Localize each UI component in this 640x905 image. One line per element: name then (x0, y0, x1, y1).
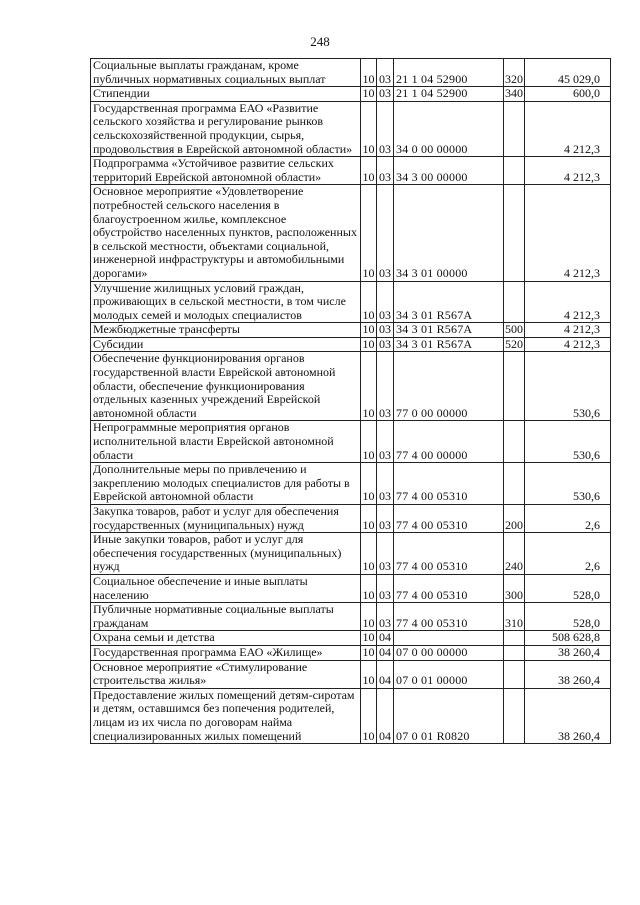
row-amount-cell: 2,6 (525, 505, 611, 533)
row-target-article-cell: 77 4 00 05310 (394, 505, 504, 533)
row-name-cell: Закупка товаров, работ и услуг для обеспечения государственных (муниципальных) нужд (91, 505, 361, 533)
row-name-cell: Основное мероприятие «Удовлетворение потребностей сельского населения в благоустроенном жилье, комплексное обустройство населенных пунктов, расположенных в сельской местности, объектами социальной, инженерной инфраструктуры и автомобильными дорогами» (91, 185, 361, 281)
row-name-cell: Непрограммные мероприятия органов исполнительной власти Еврейской автономной области (91, 421, 361, 463)
table-row (91, 631, 611, 646)
row-name-cell: Межбюджетные трансферты (91, 323, 361, 338)
row-section-cell: 10 (361, 281, 377, 323)
row-subsection-cell: 03 (377, 323, 394, 338)
row-name-cell: Государственная программа ЕАО «Развитие сельского хозяйства и регулирование рынков сельскохозяйственной продукции, сырья, продовольствия в Еврейской автономной области» (91, 101, 361, 156)
row-name-cell: Обеспечение функционирования органов государственной власти Еврейской автономной области, обеспечение функционирования отдельных казенных учреждений Еврейской автономной области (91, 352, 361, 421)
row-amount-cell: 4 212,3 (525, 101, 611, 156)
row-expense-type-cell (504, 185, 525, 281)
row-expense-type-cell (504, 281, 525, 323)
row-section-cell: 10 (361, 463, 377, 505)
row-amount-cell: 528,0 (525, 603, 611, 631)
row-name-cell: Подпрограмма «Устойчивое развитие сельских территорий Еврейской автономной области» (91, 157, 361, 185)
row-section-cell: 10 (361, 59, 377, 87)
table-row (91, 463, 611, 505)
row-amount-cell: 508 628,8 (525, 631, 611, 646)
row-section-cell: 10 (361, 603, 377, 631)
row-subsection-cell: 03 (377, 157, 394, 185)
row-target-article-cell: 07 0 01 00000 (394, 660, 504, 688)
row-subsection-cell: 03 (377, 87, 394, 102)
row-amount-cell: 38 260,4 (525, 645, 611, 660)
row-subsection-cell: 03 (377, 352, 394, 421)
row-subsection-cell: 03 (377, 505, 394, 533)
budget-table-body (91, 59, 611, 744)
row-subsection-cell: 03 (377, 603, 394, 631)
row-target-article-cell: 34 3 00 00000 (394, 157, 504, 185)
row-subsection-cell: 03 (377, 59, 394, 87)
row-name-cell: Дополнительные меры по привлечению и закреплению молодых специалистов для работы в Еврейской автономной области (91, 463, 361, 505)
row-subsection-cell: 03 (377, 463, 394, 505)
row-expense-type-cell (504, 645, 525, 660)
row-section-cell: 10 (362, 322, 375, 337)
row-section-cell: 10 (361, 660, 377, 688)
table-row (91, 337, 611, 352)
row-expense-type-cell (504, 157, 525, 185)
row-expense-type-cell: 500 (505, 322, 523, 337)
row-name-cell: Стипендии (91, 87, 361, 102)
row-amount-cell: 530,6 (525, 463, 611, 505)
row-expense-type-cell (504, 352, 525, 421)
row-expense-type-cell: 310 (504, 603, 525, 631)
row-subsection-cell: 04 (377, 660, 394, 688)
row-expense-type-cell: 200 (504, 505, 525, 533)
row-target-article-cell: 07 0 01 R0820 (394, 688, 504, 743)
row-section-cell: 10 (361, 352, 377, 421)
row-expense-type-cell: 240 (504, 533, 525, 575)
row-subsection-cell: 03 (377, 337, 394, 352)
row-amount-cell: 38 260,4 (525, 688, 611, 743)
row-expense-type-cell (504, 421, 525, 463)
row-section-cell: 10 (362, 86, 375, 101)
table-row (91, 185, 611, 281)
row-target-article-cell: 21 1 04 52900 (394, 59, 504, 87)
row-target-article-cell: 77 4 00 05310 (394, 533, 504, 575)
row-target-article-cell: 34 3 01 R567A (394, 337, 504, 352)
row-target-article-cell (394, 631, 504, 646)
row-expense-type-cell (504, 631, 525, 646)
row-name-cell: Охрана семьи и детства (91, 631, 361, 646)
row-amount-cell: 600,0 (525, 87, 611, 102)
row-name-cell: Предоставление жилых помещений детям-сиротам и детям, оставшимся без попечения родителей, лицам из их числа по договорам найма специализированных жилых помещений (91, 688, 361, 743)
row-name-cell: Социальные выплаты гражданам, кроме публичных нормативных социальных выплат (91, 59, 361, 87)
table-row (91, 660, 611, 688)
table-row (91, 533, 611, 575)
row-subsection-cell: 03 (377, 574, 394, 602)
row-section-cell: 10 (361, 157, 377, 185)
row-name-cell: Социальное обеспечение и иные выплаты населению (91, 574, 361, 602)
table-row (91, 645, 611, 660)
row-target-article-cell: 77 4 00 05310 (394, 603, 504, 631)
row-subsection-cell: 03 (377, 533, 394, 575)
row-subsection-cell: 04 (377, 645, 394, 660)
row-subsection-cell: 04 (377, 631, 394, 646)
row-section-cell: 10 (361, 101, 377, 156)
row-amount-cell: 4 212,3 (525, 323, 611, 338)
row-target-article-cell: 77 4 00 05310 (394, 463, 504, 505)
table-row (91, 157, 611, 185)
row-amount-cell: 530,6 (525, 352, 611, 421)
row-expense-type-cell (504, 688, 525, 743)
row-subsection-cell: 03 (377, 185, 394, 281)
table-row (91, 421, 611, 463)
row-section-cell: 10 (361, 505, 377, 533)
row-amount-cell: 4 212,3 (525, 281, 611, 323)
table-row (91, 352, 611, 421)
row-expense-type-cell: 300 (504, 574, 525, 602)
row-target-article-cell: 34 3 01 R567A (394, 281, 504, 323)
row-amount-cell: 38 260,4 (525, 660, 611, 688)
row-section-cell: 10 (361, 421, 377, 463)
row-expense-type-cell: 520 (505, 336, 523, 351)
row-amount-cell: 45 029,0 (525, 59, 611, 87)
row-section-cell: 10 (361, 574, 377, 602)
row-target-article-cell: 21 1 04 52900 (394, 87, 504, 102)
row-amount-cell: 4 212,3 (525, 185, 611, 281)
row-name-cell: Иные закупки товаров, работ и услуг для обеспечения государственных (муниципальных) нужд (91, 533, 361, 575)
row-name-cell: Публичные нормативные социальные выплаты гражданам (91, 603, 361, 631)
row-expense-type-cell: 320 (504, 59, 525, 87)
table-row (91, 574, 611, 602)
row-subsection-cell: 03 (377, 421, 394, 463)
row-subsection-cell: 03 (377, 101, 394, 156)
row-target-article-cell: 77 4 00 05310 (394, 574, 504, 602)
row-amount-cell: 530,6 (525, 421, 611, 463)
row-subsection-cell: 03 (377, 281, 394, 323)
table-row (91, 688, 611, 743)
row-name-cell: Основное мероприятие «Стимулирование строительства жилья» (91, 660, 361, 688)
row-expense-type-cell (504, 463, 525, 505)
row-name-cell: Субсидии (91, 337, 361, 352)
row-target-article-cell: 77 0 00 00000 (394, 352, 504, 421)
row-subsection-cell: 04 (377, 688, 394, 743)
row-section-cell: 10 (362, 630, 375, 645)
row-section-cell: 10 (362, 336, 375, 351)
row-expense-type-cell (504, 101, 525, 156)
row-amount-cell: 2,6 (525, 533, 611, 575)
row-name-cell: Улучшение жилищных условий граждан, проживающих в сельской местности, в том числе молодых семей и молодых специалистов (91, 281, 361, 323)
page-number: 248 (310, 34, 330, 49)
row-target-article-cell: 77 4 00 00000 (394, 421, 504, 463)
table-row (91, 59, 611, 87)
table-row (91, 505, 611, 533)
row-section-cell: 10 (362, 644, 375, 659)
row-section-cell: 10 (361, 185, 377, 281)
table-row (91, 603, 611, 631)
row-amount-cell: 4 212,3 (525, 157, 611, 185)
table-row (91, 101, 611, 156)
row-target-article-cell: 07 0 00 00000 (394, 645, 504, 660)
table-row (91, 87, 611, 102)
row-target-article-cell: 34 3 01 00000 (394, 185, 504, 281)
row-name-cell: Государственная программа ЕАО «Жилище» (91, 645, 361, 660)
table-row (91, 281, 611, 323)
row-target-article-cell: 34 3 01 R567A (394, 323, 504, 338)
budget-table (90, 58, 611, 744)
row-section-cell: 10 (361, 688, 377, 743)
row-section-cell: 10 (361, 533, 377, 575)
row-expense-type-cell (504, 660, 525, 688)
row-expense-type-cell: 340 (505, 86, 523, 101)
row-amount-cell: 528,0 (525, 574, 611, 602)
row-target-article-cell: 34 0 00 00000 (394, 101, 504, 156)
table-row (91, 323, 611, 338)
row-amount-cell: 4 212,3 (525, 337, 611, 352)
